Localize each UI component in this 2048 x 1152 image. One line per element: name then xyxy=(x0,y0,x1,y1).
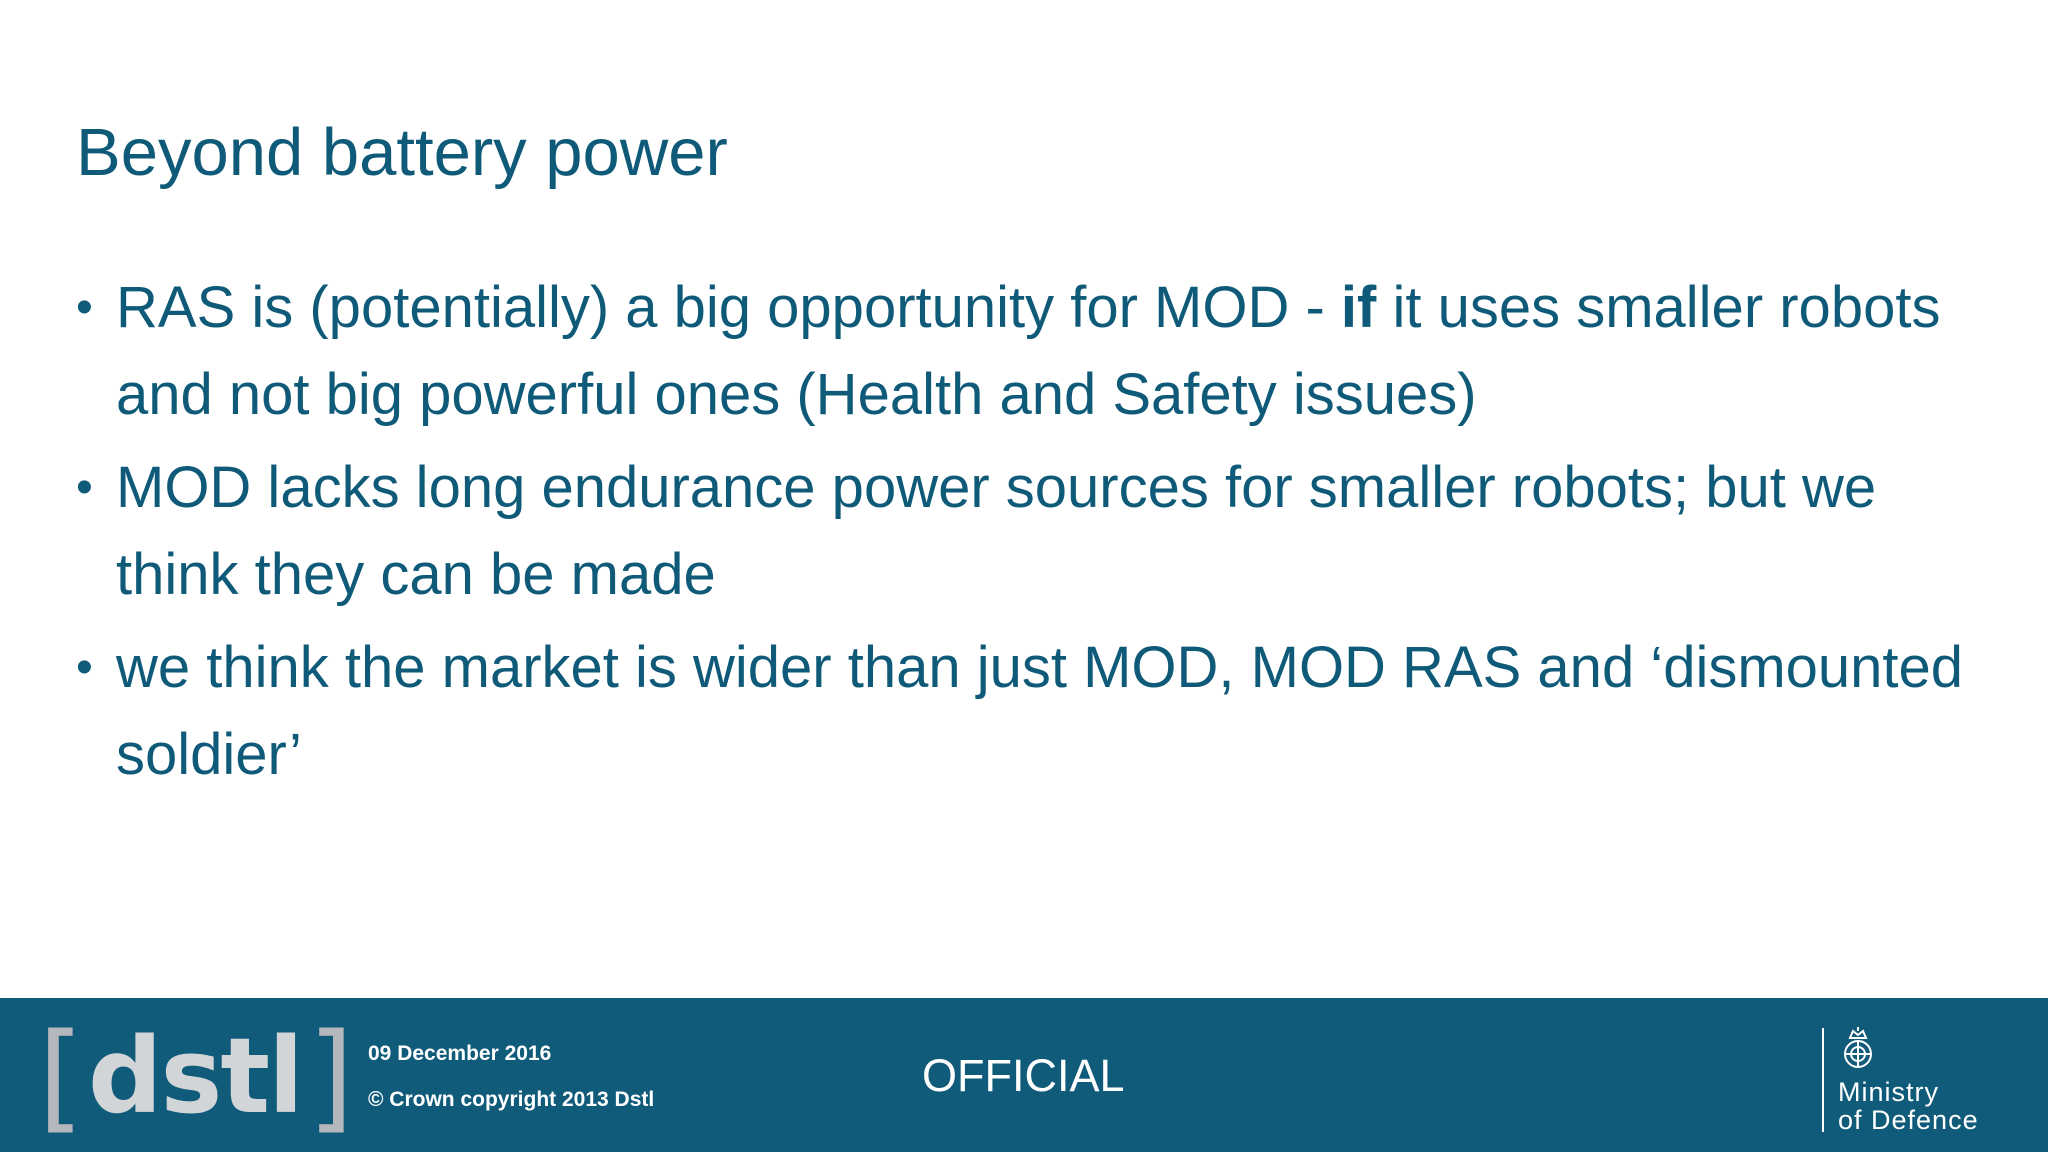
mod-logo-divider xyxy=(1822,1028,1824,1132)
mod-logo-line2: of Defence xyxy=(1838,1105,1979,1135)
bullet-item-3 xyxy=(76,624,1976,798)
mod-logo-text xyxy=(1838,1078,1979,1134)
bullet-text: we think the market is wider than just MOD, MOD RAS and ‘dismounted soldier’ xyxy=(116,635,1964,787)
bullet-item-2 xyxy=(76,444,1976,618)
bullet-dot: • xyxy=(76,281,93,334)
bullet-item-1 xyxy=(76,264,1976,438)
bullet-text-start: RAS is (potentially) a big opportunity for MOD - xyxy=(116,275,1341,340)
logo-word: dstl xyxy=(88,1015,302,1137)
bullet-text: MOD lacks long endurance power sources for smaller robots; but we think they can be made xyxy=(116,455,1877,607)
logo-open-bracket: [ xyxy=(38,1007,83,1145)
logo-close-bracket: ] xyxy=(307,1007,352,1145)
classification-label: OFFICIAL xyxy=(922,1050,1125,1101)
bullet-dot: • xyxy=(76,461,93,514)
footer-date: 09 December 2016 xyxy=(368,1042,552,1065)
slide-title: Beyond battery power xyxy=(76,115,728,190)
dstl-logo xyxy=(38,1007,352,1145)
royal-crest-icon xyxy=(1836,1026,1880,1072)
footer-bar xyxy=(0,998,2048,1152)
footer-copyright: © Crown copyright 2013 Dstl xyxy=(368,1088,655,1111)
bullet-dot: • xyxy=(76,641,93,694)
bullet-list xyxy=(76,264,1976,804)
bullet-text-end: it uses smaller robots and not big powerful ones (Health and Safety issues) xyxy=(116,275,1941,427)
mod-logo-line1: Ministry xyxy=(1838,1077,1939,1107)
bullet-emphasis: if xyxy=(1340,275,1377,340)
